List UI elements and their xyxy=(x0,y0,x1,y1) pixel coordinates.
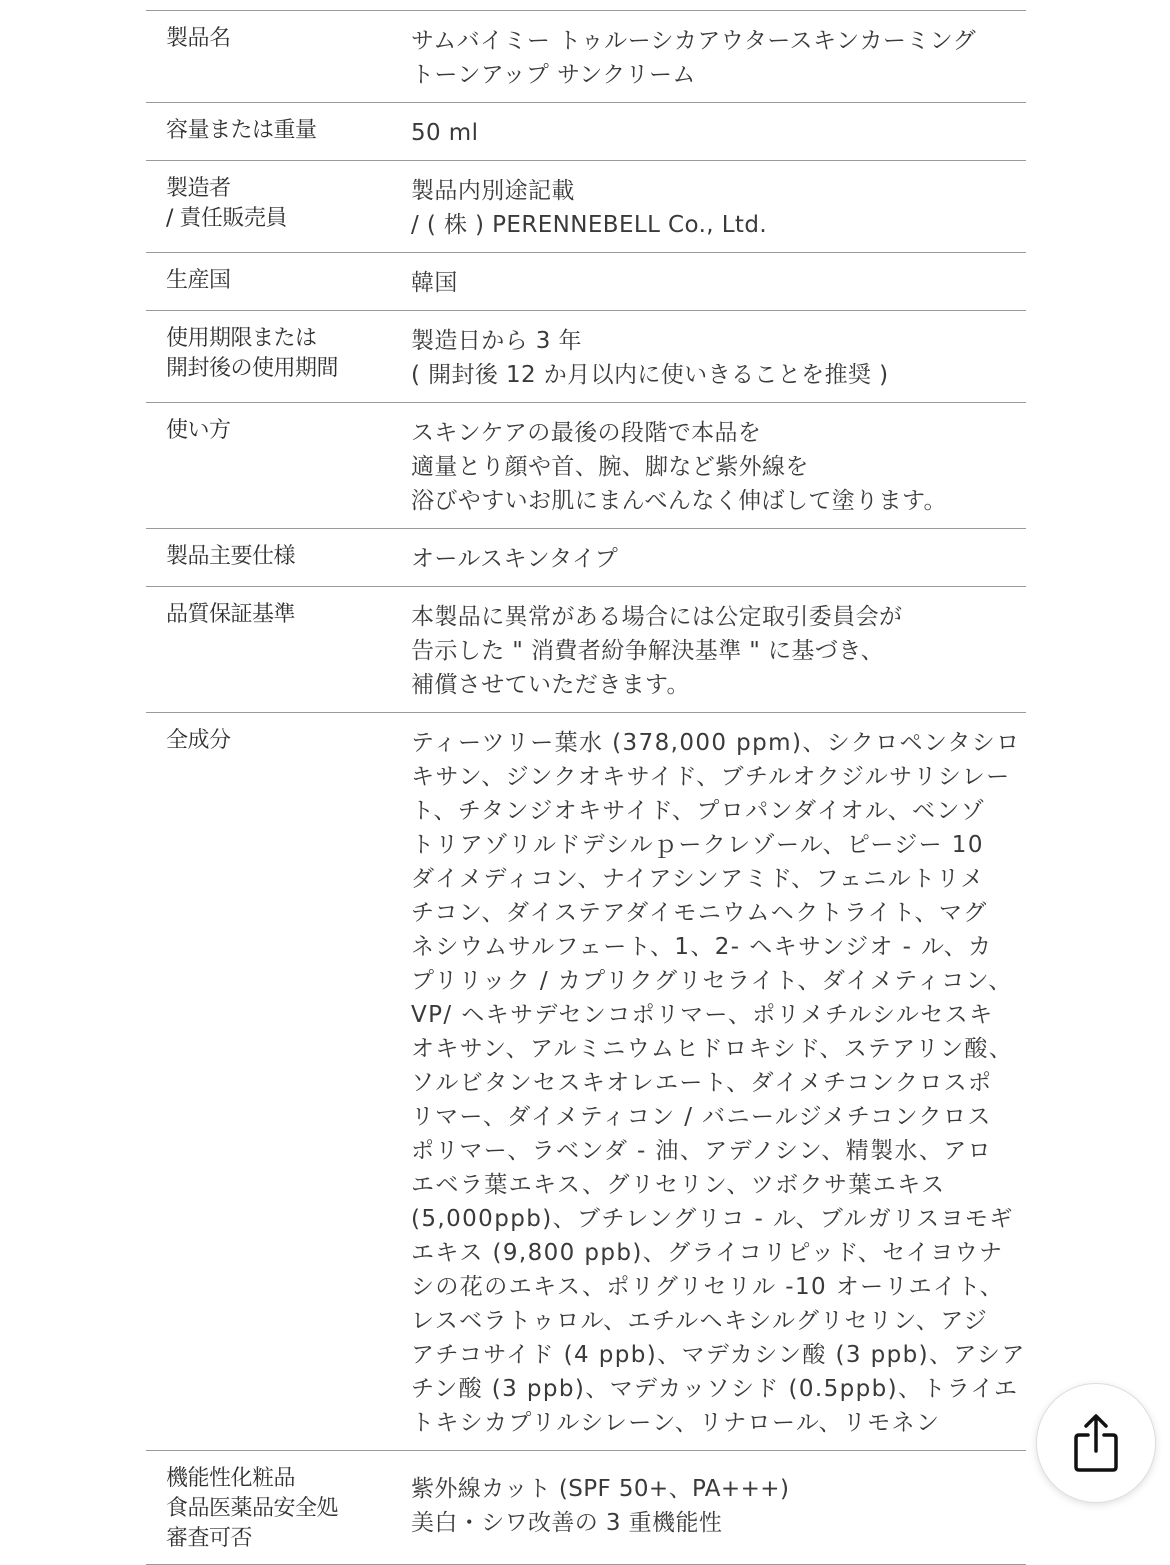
spec-label: 容量または重量 xyxy=(166,118,317,143)
spec-row-usage xyxy=(146,403,1026,529)
spec-label: 製品名 xyxy=(166,26,231,51)
share-button[interactable] xyxy=(1036,1383,1156,1503)
spec-value: オールスキンタイプ xyxy=(411,546,619,572)
spec-row-quality-standard xyxy=(146,587,1026,713)
spec-row-country xyxy=(146,253,1026,311)
spec-row-main-spec xyxy=(146,529,1026,587)
spec-row-volume xyxy=(146,103,1026,161)
spec-label: 品質保証基準 xyxy=(166,602,296,627)
spec-label: 生産国 xyxy=(166,268,231,293)
spec-row-expiry xyxy=(146,311,1026,403)
spec-value: 本製品に異常がある場合には公定取引委員会が 告示した " 消費者紛争解決基準 " に基づき、 補償させていただきます。 xyxy=(411,604,903,698)
spec-value: 50 ml xyxy=(411,120,479,146)
spec-value: 紫外線カット (SPF 50+、PA+++) 美白・シワ改善の 3 重機能性 xyxy=(411,1476,790,1536)
spec-value: 韓国 xyxy=(411,270,458,296)
spec-label: 使用期限または 開封後の使用期間 xyxy=(166,326,339,381)
product-spec-table xyxy=(146,10,1026,1565)
share-icon xyxy=(1071,1413,1121,1473)
spec-label: 使い方 xyxy=(166,418,231,443)
spec-row-ingredients xyxy=(146,713,1026,1451)
spec-label: 全成分 xyxy=(166,728,231,753)
spec-label: 製品主要仕様 xyxy=(166,544,296,569)
spec-label: 製造者 / 責任販売員 xyxy=(166,176,287,231)
spec-label: 機能性化粧品 食品医薬品安全処 審査可否 xyxy=(166,1466,339,1551)
spec-row-product-name xyxy=(146,11,1026,103)
spec-value: スキンケアの最後の段階で本品を 適量とり顔や首、腕、脚など紫外線を 浴びやすいお肌にまんべんなく伸ばして塗ります。 xyxy=(411,420,947,514)
spec-row-functional-cosmetic xyxy=(146,1451,1026,1565)
spec-value: 製品内別途記載 / ( 株 ) PERENNEBELL Co., Ltd. xyxy=(411,178,768,238)
spec-value: 製造日から 3 年 ( 開封後 12 か月以内に使いきることを推奨 ) xyxy=(411,328,889,388)
spec-value: サムバイミー トゥルーシカアウタースキンカーミング トーンアップ サンクリーム xyxy=(411,28,977,88)
spec-row-manufacturer xyxy=(146,161,1026,253)
ingredients-list: ティーツリー葉水 (378,000 ppm)、シクロペンタシロ キサン、ジンクオキサイド、ブチルオクジルサリシレー ト、チタンジオキサイド、プロパンダイオル、ベンゾ トリアゾリルドデシルｐークレゾール、ピージー 10 ダイメディコン、ナイアシンアミド、フェニルトリメ チコン、ダイステアダイモニウムヘクトライト、マグ ネシウムサルフェート、1、2- ヘキサンジオ - ル、カ プリリック / カプリクグリセライト、ダイメティコン、 VP/ ヘキサデセンコポリマー、ポリメチルシルセスキ オキサン、アルミニウムヒドロキシド、ステアリン酸、 ソルビタンセスキオレエート、ダイメチコンクロスポ リマー、ダイメティコン / バニールジメチコンクロス ポリマー、ラベンダ - 油、アデノシン、精製水、アロ エベラ葉エキス、グリセリン、ツボクサ葉エキス (5,000ppb)、ブチレングリコ - ル、ブルガリスヨモギ エキス (9,800 ppb)、グライコリピッド、セイヨウナ シの花のエキス、ポリグリセリル -10 オーリエイト、 レスベラトゥロル、エチルヘキシルグリセリン、アジ アチコサイド (4 ppb)、マデカシン酸 (3 ppb)、アシア チン酸 (3 ppb)、マデカッソシド (0.5ppb)、トライエ トキシカプリルシレーン、リナロール、リモネン xyxy=(411,730,1026,1436)
